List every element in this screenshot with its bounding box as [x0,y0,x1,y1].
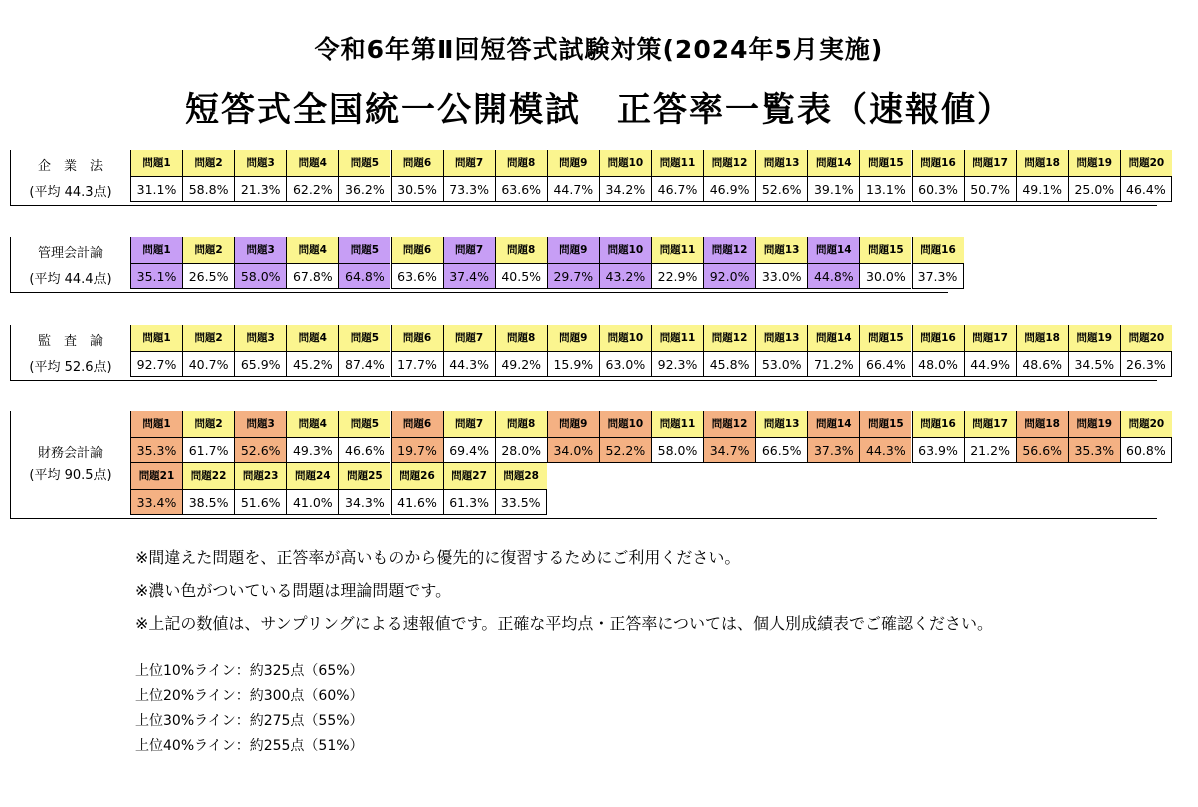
question-header: 問題4 [286,325,338,351]
question-header: 問題9 [547,237,599,263]
correct-rate: 21.3% [234,176,286,202]
question-header: 問題7 [443,325,495,351]
correct-rate: 34.0% [547,437,599,463]
correct-rate: 49.3% [286,437,338,463]
section-name: 企 業 法 [37,159,103,174]
correct-rate: 39.1% [807,176,859,202]
section-zaimu-kaikeiron [10,411,1166,519]
question-header: 問題23 [234,463,286,489]
correct-rate: 22.9% [651,263,703,289]
correct-rate: 29.7% [547,263,599,289]
question-header: 問題6 [391,150,443,176]
question-header: 問題26 [391,463,443,489]
question-header: 問題10 [599,150,651,176]
question-header: 問題13 [755,325,807,351]
page-title: 令和6年第Ⅱ回短答式試験対策(2024年5月実施) [314,35,884,64]
question-header: 問題25 [338,463,390,489]
question-header: 問題27 [443,463,495,489]
section-kansaron [10,325,1166,381]
question-header: 問題5 [338,411,390,437]
correct-rate: 40.5% [495,263,547,289]
question-header: 問題28 [495,463,547,489]
line-top20: 上位20%ライン：約300点（60%） [135,688,364,704]
correct-rate: 34.7% [703,437,755,463]
section-kigyoho [10,150,1166,206]
question-header: 問題18 [1016,150,1068,176]
question-header: 問題19 [1068,325,1120,351]
line-top30: 上位30%ライン：約275点（55%） [135,713,364,729]
question-header: 問題3 [234,150,286,176]
question-header: 問題7 [443,237,495,263]
question-header: 問題16 [912,237,964,263]
correct-rate: 66.5% [755,437,807,463]
correct-rate: 44.3% [443,351,495,377]
correct-rate: 92.3% [651,351,703,377]
correct-rate: 48.6% [1016,351,1068,377]
question-header: 問題13 [755,150,807,176]
correct-rate: 46.7% [651,176,703,202]
question-header: 問題17 [964,411,1016,437]
question-header: 問題24 [286,463,338,489]
correct-rate: 17.7% [391,351,443,377]
question-header: 問題12 [703,325,755,351]
question-header: 問題6 [391,411,443,437]
question-header: 問題12 [703,150,755,176]
question-header: 問題16 [912,325,964,351]
question-header: 問題5 [338,237,390,263]
question-header: 問題14 [807,411,859,437]
correct-rate: 58.0% [651,437,703,463]
correct-rate: 36.2% [338,176,390,202]
question-header: 問題21 [130,463,182,489]
question-header: 問題8 [495,150,547,176]
question-header: 問題4 [286,237,338,263]
question-header: 問題4 [286,150,338,176]
question-header: 問題18 [1016,325,1068,351]
question-header: 問題11 [651,325,703,351]
correct-rate: 49.2% [495,351,547,377]
correct-rate: 38.5% [182,489,234,515]
question-header: 問題17 [964,150,1016,176]
correct-rate: 64.8% [338,263,390,289]
correct-rate: 48.0% [912,351,964,377]
question-header: 問題9 [547,150,599,176]
section-average: (平均 44.3点) [29,185,112,200]
correct-rate: 34.3% [338,489,390,515]
question-header: 問題15 [859,237,911,263]
question-header: 問題2 [182,237,234,263]
correct-rate: 19.7% [391,437,443,463]
question-header: 問題14 [807,325,859,351]
section-name: 監 査 論 [37,334,103,349]
question-header: 問題8 [495,411,547,437]
question-header: 問題18 [1016,411,1068,437]
correct-rate: 44.8% [807,263,859,289]
question-header: 問題2 [182,325,234,351]
question-header: 問題19 [1068,411,1120,437]
correct-rate: 45.2% [286,351,338,377]
note-theory: ※濃い色がついている問題は理論問題です。 [135,581,452,600]
question-header: 問題17 [964,325,1016,351]
section-kanri-kaikeiron [10,237,958,293]
line-top10: 上位10%ライン：約325点（65%） [135,663,364,679]
page-subtitle: 短答式全国統一公開模試 正答率一覧表（速報値） [185,90,1013,130]
correct-rate: 58.0% [234,263,286,289]
correct-rate: 49.1% [1016,176,1068,202]
question-header: 問題1 [130,237,182,263]
question-header: 問題11 [651,237,703,263]
correct-rate: 69.4% [443,437,495,463]
correct-rate: 37.4% [443,263,495,289]
correct-rate: 33.5% [495,489,547,515]
section-average: (平均 52.6点) [29,360,112,375]
question-header: 問題14 [807,150,859,176]
question-header: 問題11 [651,411,703,437]
note-sampling: ※上記の数値は、サンプリングによる速報値です。正確な平均点・正答率については、個人別成績表でご確認ください。 [135,614,994,633]
question-header: 問題11 [651,150,703,176]
question-header: 問題2 [182,150,234,176]
correct-rate: 52.6% [755,176,807,202]
correct-rate: 21.2% [964,437,1016,463]
correct-rate: 31.1% [130,176,182,202]
question-header: 問題13 [755,237,807,263]
correct-rate: 34.2% [599,176,651,202]
question-header: 問題3 [234,411,286,437]
correct-rate: 58.8% [182,176,234,202]
correct-rate: 35.1% [130,263,182,289]
section-name: 管理会計論 [37,246,103,261]
correct-rate: 50.7% [964,176,1016,202]
question-header: 問題15 [859,411,911,437]
question-header: 問題6 [391,237,443,263]
question-header: 問題12 [703,237,755,263]
question-header: 問題3 [234,237,286,263]
question-header: 問題13 [755,411,807,437]
correct-rate: 60.8% [1120,437,1172,463]
correct-rate: 73.3% [443,176,495,202]
question-header: 問題16 [912,411,964,437]
correct-rate: 35.3% [1068,437,1120,463]
correct-rate: 13.1% [859,176,911,202]
correct-rate: 63.6% [391,263,443,289]
correct-rate: 61.3% [443,489,495,515]
question-header: 問題15 [859,325,911,351]
correct-rate: 46.6% [338,437,390,463]
question-header: 問題9 [547,411,599,437]
correct-rate: 87.4% [338,351,390,377]
section-average: (平均 90.5点) [29,468,112,483]
question-header: 問題8 [495,237,547,263]
question-header: 問題20 [1120,325,1172,351]
correct-rate: 26.3% [1120,351,1172,377]
question-header: 問題7 [443,411,495,437]
correct-rate: 25.0% [1068,176,1120,202]
section-average: (平均 44.4点) [29,272,112,287]
question-header: 問題3 [234,325,286,351]
correct-rate: 28.0% [495,437,547,463]
correct-rate: 53.0% [755,351,807,377]
question-header: 問題14 [807,237,859,263]
correct-rate: 15.9% [547,351,599,377]
section-name: 財務会計論 [37,446,103,461]
correct-rate: 92.0% [703,263,755,289]
correct-rate: 44.3% [859,437,911,463]
correct-rate: 34.5% [1068,351,1120,377]
question-header: 問題1 [130,325,182,351]
correct-rate: 40.7% [182,351,234,377]
correct-rate: 33.0% [755,263,807,289]
question-header: 問題16 [912,150,964,176]
correct-rate: 26.5% [182,263,234,289]
question-header: 問題10 [599,411,651,437]
correct-rate: 44.7% [547,176,599,202]
correct-rate: 66.4% [859,351,911,377]
correct-rate: 52.6% [234,437,286,463]
correct-rate: 65.9% [234,351,286,377]
correct-rate: 62.2% [286,176,338,202]
question-header: 問題7 [443,150,495,176]
question-header: 問題9 [547,325,599,351]
question-header: 問題5 [338,325,390,351]
correct-rate: 45.8% [703,351,755,377]
question-header: 問題10 [599,325,651,351]
question-header: 問題12 [703,411,755,437]
correct-rate: 61.7% [182,437,234,463]
question-header: 問題20 [1120,150,1172,176]
question-header: 問題19 [1068,150,1120,176]
correct-rate: 92.7% [130,351,182,377]
correct-rate: 37.3% [807,437,859,463]
correct-rate: 43.2% [599,263,651,289]
correct-rate: 41.0% [286,489,338,515]
question-header: 問題1 [130,411,182,437]
correct-rate: 60.3% [912,176,964,202]
correct-rate: 71.2% [807,351,859,377]
correct-rate: 63.9% [912,437,964,463]
question-header: 問題5 [338,150,390,176]
question-header: 問題2 [182,411,234,437]
question-header: 問題6 [391,325,443,351]
correct-rate: 52.2% [599,437,651,463]
correct-rate: 46.9% [703,176,755,202]
question-header: 問題22 [182,463,234,489]
correct-rate: 63.6% [495,176,547,202]
correct-rate: 46.4% [1120,176,1172,202]
correct-rate: 56.6% [1016,437,1068,463]
correct-rate: 30.0% [859,263,911,289]
correct-rate: 41.6% [391,489,443,515]
correct-rate: 30.5% [391,176,443,202]
correct-rate: 51.6% [234,489,286,515]
note-review: ※間違えた問題を、正答率が高いものから優先的に復習するためにご利用ください。 [135,548,741,567]
correct-rate: 44.9% [964,351,1016,377]
correct-rate: 63.0% [599,351,651,377]
line-top40: 上位40%ライン：約255点（51%） [135,738,364,754]
question-header: 問題20 [1120,411,1172,437]
question-header: 問題8 [495,325,547,351]
question-header: 問題1 [130,150,182,176]
correct-rate: 37.3% [912,263,964,289]
correct-rate: 35.3% [130,437,182,463]
question-header: 問題15 [859,150,911,176]
correct-rate: 33.4% [130,489,182,515]
correct-rate: 67.8% [286,263,338,289]
question-header: 問題10 [599,237,651,263]
question-header: 問題4 [286,411,338,437]
